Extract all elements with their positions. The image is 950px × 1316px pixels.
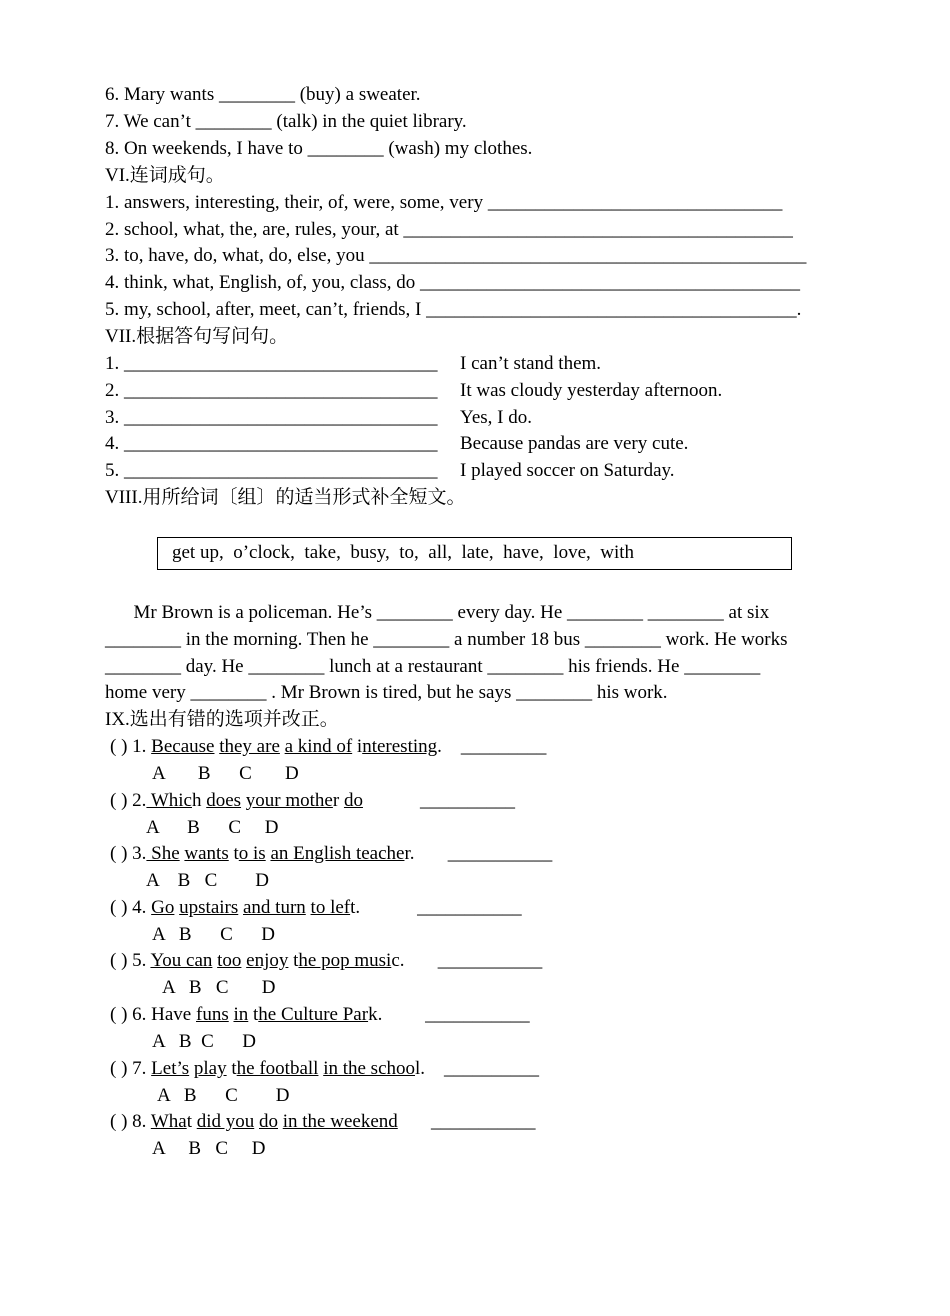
- underlined-option: they are: [219, 736, 280, 757]
- question-text: t: [248, 1004, 259, 1025]
- question-text: c. ___________: [391, 950, 543, 971]
- underlined-option: to lef: [310, 897, 351, 918]
- underlined-option: She: [146, 843, 180, 864]
- question-text: ( ) 3.: [110, 843, 147, 864]
- section-heading: VI.连词成句。: [105, 165, 225, 186]
- error-question-line: [110, 1058, 539, 1080]
- question-text: h: [191, 790, 207, 811]
- question-text: t: [226, 1058, 237, 1079]
- passage-line: ________ day. He ________ lunch at a restaurant ________ his friends. He ________: [105, 656, 761, 677]
- underlined-option: in the weekend: [282, 1111, 398, 1132]
- question-text: i: [352, 736, 363, 757]
- question-text: t: [228, 843, 239, 864]
- option-letters: A B C D: [152, 1138, 266, 1159]
- underlined-option: Go: [151, 897, 175, 918]
- option-letters: A B C D: [162, 977, 276, 998]
- exercise-line: 3. to, have, do, what, do, else, you ______________________________________________: [105, 245, 807, 266]
- underlined-option: enjoy: [246, 950, 289, 971]
- question-blank: 2. _________________________________: [105, 380, 438, 401]
- question-blank: 5. _________________________________: [105, 460, 438, 481]
- question-blank: 3. _________________________________: [105, 407, 438, 428]
- question-text: r: [332, 790, 344, 811]
- underlined-option: funs: [196, 1004, 229, 1025]
- underlined-option: too: [217, 950, 242, 971]
- error-question-line: [110, 1004, 530, 1026]
- question-text: k. ___________: [368, 1004, 530, 1025]
- answer-text: It was cloudy yesterday afternoon.: [460, 380, 723, 401]
- exercise-line: 1. answers, interesting, their, of, were, some, very _______________________________: [105, 192, 783, 213]
- underlined-option: in: [233, 1004, 249, 1025]
- exercise-line: 5. my, school, after, meet, can’t, friends, I _______________________________________.: [105, 299, 802, 320]
- passage-line: home very ________ . Mr Brown is tired, but he says ________ his work.: [105, 682, 668, 703]
- underlined-option: does: [206, 790, 242, 811]
- error-question-line: [110, 843, 552, 865]
- option-letters: A B C D: [152, 763, 299, 784]
- underlined-option: play: [193, 1058, 227, 1079]
- underlined-option: upstairs: [179, 897, 239, 918]
- question-text: t: [186, 1111, 197, 1132]
- question-text: ( ) 8.: [110, 1111, 151, 1132]
- question-blank: 4. _________________________________: [105, 433, 438, 454]
- section-heading: IX.选出有错的选项并改正。: [105, 709, 339, 730]
- error-question-line: [110, 736, 546, 758]
- underlined-option: he football: [236, 1058, 319, 1079]
- error-question-line: [110, 950, 542, 972]
- error-question-line: [110, 1111, 536, 1133]
- answer-text: Yes, I do.: [460, 407, 532, 428]
- passage-line: Mr Brown is a policeman. He’s ________ every day. He ________ ________ at six: [105, 602, 770, 623]
- option-letters: A B C D: [146, 870, 269, 891]
- exercise-line: 6. Mary wants ________ (buy) a sweater.: [105, 84, 421, 105]
- question-text: l. __________: [415, 1058, 540, 1079]
- exercise-line: 8. On weekends, I have to ________ (wash) my clothes.: [105, 138, 533, 159]
- exercise-line: 2. school, what, the, are, rules, your, at _________________________________________: [105, 219, 793, 240]
- question-blank: 1. _________________________________: [105, 353, 438, 374]
- underlined-option: Let’s: [151, 1058, 190, 1079]
- question-text: ( ) 7.: [110, 1058, 152, 1079]
- underlined-option: o is: [238, 843, 266, 864]
- question-text: t. ___________: [350, 897, 522, 918]
- underlined-option: and turn: [243, 897, 306, 918]
- underlined-option: nteresting: [362, 736, 438, 757]
- underlined-option: You can: [150, 950, 213, 971]
- word-box: [157, 537, 792, 570]
- underlined-option: Because: [151, 736, 215, 757]
- question-text: r. ___________: [404, 843, 553, 864]
- question-text: t: [288, 950, 299, 971]
- exercise-line: 7. We can’t ________ (talk) in the quiet library.: [105, 111, 467, 132]
- underlined-option: in the schoo: [323, 1058, 416, 1079]
- section-heading: VIII.用所给词〔组〕的适当形式补全短文。: [105, 487, 466, 508]
- error-question-line: [110, 897, 522, 919]
- error-question-line: [110, 790, 515, 812]
- underlined-option: Wha: [150, 1111, 187, 1132]
- option-letters: A B C D: [152, 924, 275, 945]
- underlined-option: do: [343, 790, 363, 811]
- question-text: ( ) 5.: [110, 950, 151, 971]
- passage-line: ________ in the morning. Then he ________ a number 18 bus ________ work. He works: [105, 629, 788, 650]
- question-text: __________: [362, 790, 515, 811]
- section-heading: VII.根据答句写问句。: [105, 326, 289, 347]
- question-text: ( ) 2.: [110, 790, 147, 811]
- answer-text: Because pandas are very cute.: [460, 433, 689, 454]
- question-text: ( ) 6. Have: [110, 1004, 196, 1025]
- question-text: ( ) 1.: [110, 736, 152, 757]
- word-box-text: get up, o’clock, take, busy, to, all, late, have, love, with: [172, 542, 635, 563]
- underlined-option: do: [259, 1111, 278, 1132]
- question-text: ( ) 4.: [110, 897, 152, 918]
- underlined-option: did you: [196, 1111, 255, 1132]
- option-letters: A B C D: [152, 1031, 256, 1052]
- underlined-option: a kind of: [284, 736, 353, 757]
- question-text: . _________: [437, 736, 547, 757]
- exercise-line: 4. think, what, English, of, you, class, do ________________________________________: [105, 272, 801, 293]
- answer-text: I can’t stand them.: [460, 353, 602, 374]
- underlined-option: wants: [184, 843, 229, 864]
- underlined-option: Whic: [146, 790, 192, 811]
- option-letters: A B C D: [157, 1085, 290, 1106]
- question-text: ___________: [397, 1111, 536, 1132]
- underlined-option: he pop musi: [298, 950, 392, 971]
- underlined-option: he Culture Par: [258, 1004, 369, 1025]
- answer-text: I played soccer on Saturday.: [460, 460, 675, 481]
- option-letters: A B C D: [146, 817, 279, 838]
- underlined-option: your mothe: [245, 790, 333, 811]
- underlined-option: an English teache: [270, 843, 405, 864]
